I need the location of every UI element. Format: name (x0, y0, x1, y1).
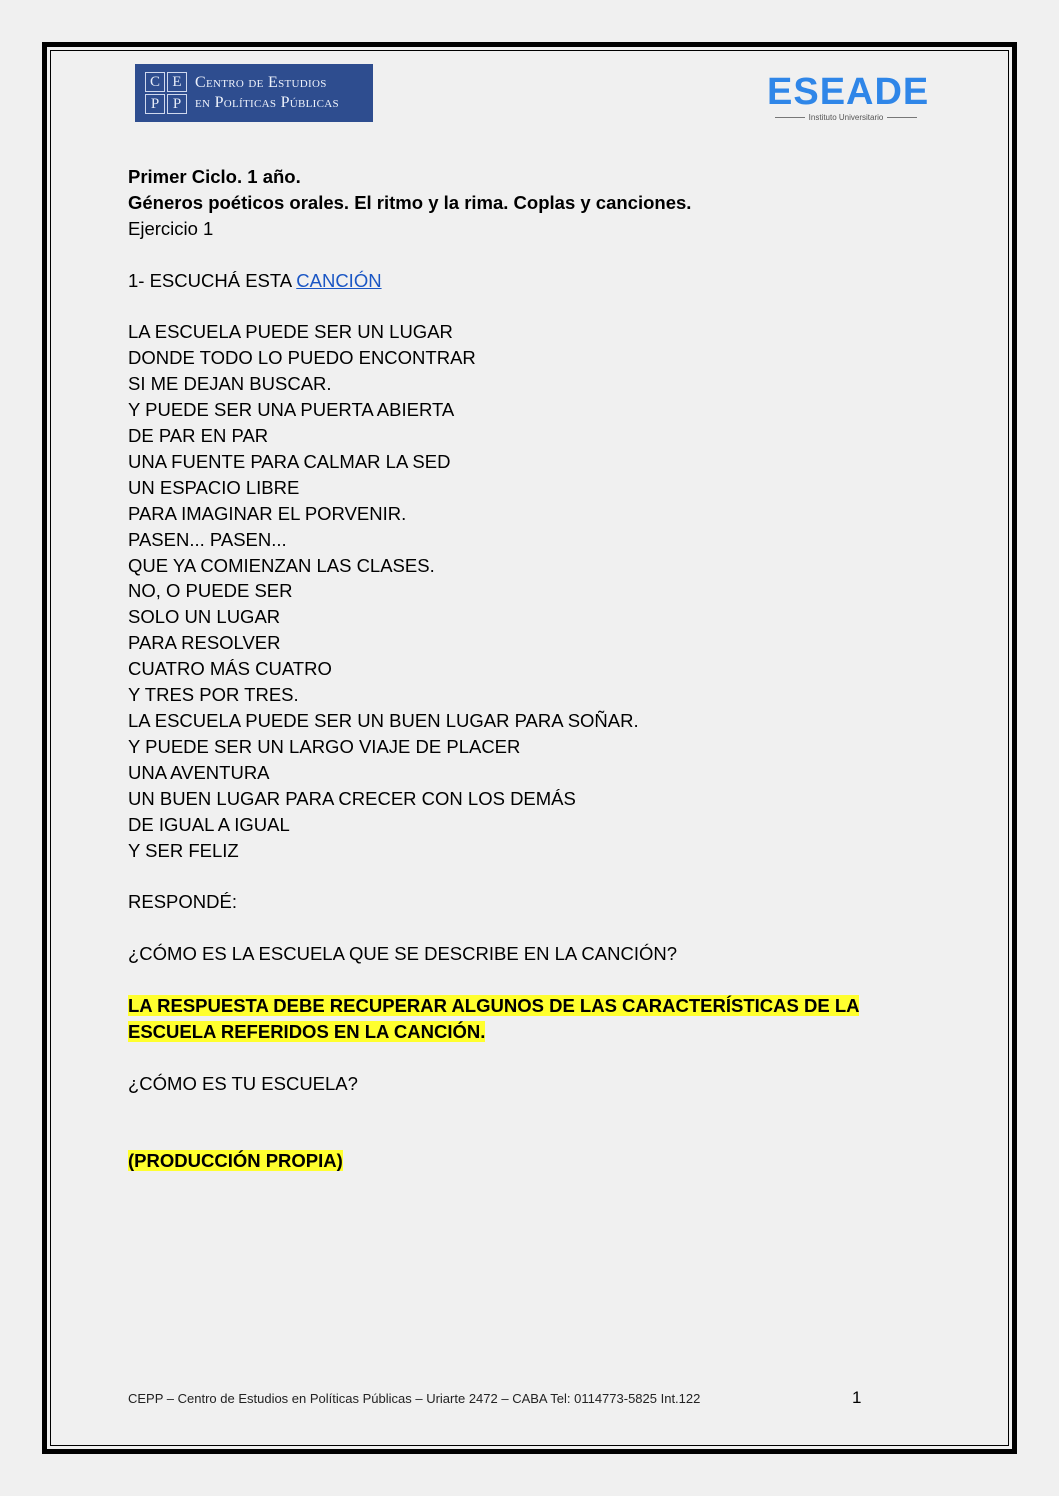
cepp-monogram (145, 72, 187, 114)
lyric-line: DONDE TODO LO PUEDO ENCONTRAR (128, 347, 476, 369)
header-line-2: Géneros poéticos orales. El ritmo y la rima. Coplas y canciones. (128, 191, 692, 213)
song-lyrics (128, 319, 928, 863)
cepp-logo-line2: en Políticas Públicas (195, 94, 339, 111)
respond-label: RESPONDÉ: (128, 891, 237, 913)
lyric-line: CUATRO MÁS CUATRO (128, 658, 332, 680)
lyric-line: NO, O PUEDE SER (128, 580, 293, 602)
lyric-line: UNA FUENTE PARA CALMAR LA SED (128, 450, 451, 472)
divider (775, 117, 805, 118)
page-number: 1 (852, 1388, 862, 1407)
cepp-letter: P (145, 94, 165, 114)
instruction (128, 268, 928, 294)
cepp-letter: P (167, 94, 187, 114)
lyric-line: PASEN... PASEN... (128, 528, 287, 550)
lyric-line: DE IGUAL A IGUAL (128, 813, 290, 835)
footer-text: CEPP – Centro de Estudios en Políticas Públicas – Uriarte 2472 – CABA Tel: 0114773-5825 Int.122 (128, 1391, 701, 1406)
cepp-logo-line1: Centro de Estudios (195, 74, 327, 91)
lyric-line: QUE YA COMIENZAN LAS CLASES. (128, 554, 435, 576)
lyric-line: LA ESCUELA PUEDE SER UN LUGAR (128, 321, 453, 343)
answer-1-line-1 (128, 993, 928, 1019)
song-link[interactable]: CANCIÓN (296, 269, 382, 291)
cepp-logo (135, 64, 373, 122)
esade-logo-name: ESEADE (767, 71, 930, 113)
lyric-line: SOLO UN LUGAR (128, 606, 281, 628)
lyric-line: Y SER FELIZ (128, 839, 239, 861)
lyric-line: PARA IMAGINAR EL PORVENIR. (128, 502, 407, 524)
header-line-3: Ejercicio 1 (128, 217, 214, 239)
instruction-prefix: 1- ESCUCHÁ ESTA (128, 269, 297, 291)
lyric-line: UN BUEN LUGAR PARA CRECER CON LOS DEMÁS (128, 787, 576, 809)
cepp-letter: E (167, 72, 187, 92)
cepp-letter: C (145, 72, 165, 92)
lyric-line: SI ME DEJAN BUSCAR. (128, 373, 332, 395)
lyric-line: Y PUEDE SER UNA PUERTA ABIERTA (128, 399, 455, 421)
lyric-line: UNA AVENTURA (128, 761, 270, 783)
answer-1-line-2 (128, 1019, 928, 1045)
lyric-line: LA ESCUELA PUEDE SER UN BUEN LUGAR PARA SOÑAR. (128, 710, 639, 731)
answer-2-highlight: (PRODUCCIÓN PROPIA) (128, 1150, 343, 1172)
esade-logo-subtitle (767, 113, 925, 122)
divider (887, 117, 917, 118)
answer-1-highlight: LA RESPUESTA DEBE RECUPERAR ALGUNOS DE LAS CARACTERÍSTICAS DE LA (128, 994, 860, 1016)
esade-logo-subtitle-text: Instituto Universitario (808, 113, 884, 122)
lyric-line: Y TRES POR TRES. (128, 684, 299, 706)
lyric-line: PARA RESOLVER (128, 632, 281, 654)
question-1: ¿CÓMO ES LA ESCUELA QUE SE DESCRIBE EN LA CANCIÓN? (128, 943, 677, 965)
question-2: ¿CÓMO ES TU ESCUELA? (128, 1072, 358, 1094)
esade-logo (767, 71, 930, 124)
lyric-line: UN ESPACIO LIBRE (128, 476, 300, 498)
document-body (128, 164, 928, 1174)
cepp-logo-text (195, 73, 339, 113)
lyric-line: DE PAR EN PAR (128, 425, 269, 447)
header-line-1: Primer Ciclo. 1 año. (128, 166, 301, 187)
lyric-line: Y PUEDE SER UN LARGO VIAJE DE PLACER (128, 735, 521, 757)
answer-1-highlight: ESCUELA REFERIDOS EN LA CANCIÓN. (128, 1020, 486, 1042)
answer-2 (128, 1148, 928, 1174)
